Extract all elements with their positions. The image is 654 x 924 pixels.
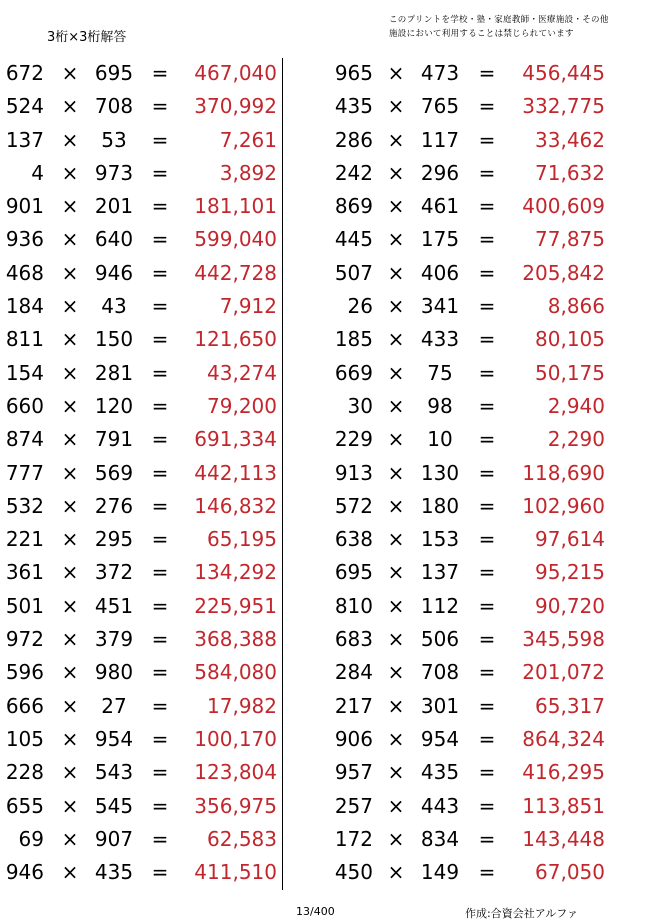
answer-value: 864,324 [522,726,605,751]
answer-value: 77,875 [535,227,605,252]
times-sign: × [387,94,405,119]
multiplier: 640 [94,227,134,252]
multiplicand: 638 [334,527,373,552]
multiplier: 695 [94,61,134,85]
multiplicand: 660 [5,393,44,418]
multiplier: 980 [94,660,134,685]
equals-sign: = [151,493,169,518]
multiplicand: 284 [334,660,373,685]
equals-sign: = [478,227,496,252]
multiplier: 461 [420,194,460,219]
equals-sign: = [151,327,169,352]
multiplier: 973 [94,160,134,185]
multiplier: 451 [94,593,134,618]
equals-sign: = [478,94,496,119]
multiplier: 295 [94,527,134,552]
equals-sign: = [478,527,496,552]
answer-value: 370,992 [194,94,277,119]
multiplier: 954 [94,726,134,751]
multiplier: 98 [427,393,453,418]
multiplicand: 532 [5,493,44,518]
answer-value: 143,448 [522,826,605,851]
answer-value: 181,101 [194,194,277,219]
answer-value: 102,960 [522,493,605,518]
multiplier: 954 [420,726,460,751]
times-sign: × [387,427,405,452]
multiplicand: 468 [5,260,44,285]
multiplicand: 242 [334,160,373,185]
times-sign: × [387,527,405,552]
answer-value: 100,170 [194,726,277,751]
times-sign: × [61,826,79,851]
times-sign: × [61,460,79,485]
times-sign: × [61,726,79,751]
multiplicand: 286 [334,127,373,152]
multiplier: 406 [420,260,460,285]
multiplier: 112 [420,593,460,618]
answer-value: 33,462 [535,127,605,152]
equals-sign: = [151,593,169,618]
multiplier: 765 [420,94,460,119]
multiplicand: 965 [334,61,373,85]
multiplier: 907 [94,826,134,851]
answer-value: 7,261 [219,127,277,152]
multiplicand: 666 [5,693,44,718]
multiplier: 708 [94,94,134,119]
answer-value: 416,295 [522,760,605,785]
equals-sign: = [151,61,169,85]
multiplier: 175 [420,227,460,252]
multiplier: 545 [94,793,134,818]
multiplier: 708 [420,660,460,685]
multiplicand: 185 [334,327,373,352]
equals-sign: = [478,693,496,718]
answer-value: 79,200 [207,393,277,418]
times-sign: × [61,327,79,352]
times-sign: × [387,460,405,485]
multiplicand: 172 [334,826,373,851]
multiplier: 296 [420,160,460,185]
answer-value: 65,195 [207,527,277,552]
multiplicand: 874 [5,427,44,452]
times-sign: × [387,194,405,219]
multiplicand: 30 [347,393,373,418]
times-sign: × [61,260,79,285]
multiplier: 10 [427,427,453,452]
multiplicand: 811 [5,327,44,352]
multiplicand: 672 [5,61,44,85]
times-sign: × [61,527,79,552]
equals-sign: = [478,393,496,418]
equals-sign: = [151,194,169,219]
multiplier: 946 [94,260,134,285]
multiplicand: 137 [5,127,44,152]
answer-value: 456,445 [522,61,605,85]
multiplicand: 435 [334,94,373,119]
times-sign: × [387,393,405,418]
equals-sign: = [478,194,496,219]
multiplier: 120 [94,393,134,418]
times-sign: × [387,127,405,152]
answer-value: 65,317 [535,693,605,718]
times-sign: × [61,627,79,652]
times-sign: × [61,227,79,252]
multiplicand: 257 [334,793,373,818]
worksheet-title: 3桁×3桁解答 [47,30,127,45]
answer-value: 205,842 [522,260,605,285]
multiplicand: 655 [5,793,44,818]
multiplier: 153 [420,527,460,552]
times-sign: × [387,660,405,685]
equals-sign: = [478,726,496,751]
column-divider [282,58,283,890]
times-sign: × [61,693,79,718]
equals-sign: = [151,660,169,685]
answer-value: 62,583 [207,826,277,851]
answer-value: 80,105 [535,327,605,352]
multiplicand: 361 [5,560,44,585]
equals-sign: = [478,427,496,452]
multiplier: 435 [94,860,134,885]
answer-value: 134,292 [194,560,277,585]
times-sign: × [61,427,79,452]
multiplicand: 501 [5,593,44,618]
answer-value: 43,274 [207,360,277,385]
times-sign: × [387,227,405,252]
equals-sign: = [151,826,169,851]
answer-value: 345,598 [522,627,605,652]
equals-sign: = [478,160,496,185]
answer-value: 50,175 [535,360,605,385]
times-sign: × [61,493,79,518]
equals-sign: = [478,294,496,319]
times-sign: × [61,393,79,418]
times-sign: × [61,593,79,618]
equals-sign: = [151,227,169,252]
multiplier: 27 [101,693,127,718]
times-sign: × [61,61,79,85]
multiplicand: 507 [334,260,373,285]
multiplicand: 445 [334,227,373,252]
answer-value: 97,614 [535,527,605,552]
times-sign: × [387,61,405,85]
multiplicand: 217 [334,693,373,718]
times-sign: × [61,660,79,685]
answer-value: 95,215 [535,560,605,585]
multiplicand: 669 [334,360,373,385]
answer-value: 225,951 [194,593,277,618]
multiplicand: 936 [5,227,44,252]
times-sign: × [61,760,79,785]
multiplier: 506 [420,627,460,652]
times-sign: × [61,94,79,119]
multiplicand: 972 [5,627,44,652]
multiplier: 834 [420,826,460,851]
maker-credit: 作成:合資会社アルファ [465,907,579,920]
multiplier: 130 [420,460,460,485]
multiplier: 569 [94,460,134,485]
answer-value: 356,975 [194,793,277,818]
equals-sign: = [478,860,496,885]
equals-sign: = [478,260,496,285]
times-sign: × [387,493,405,518]
equals-sign: = [151,460,169,485]
multiplier: 301 [420,693,460,718]
times-sign: × [387,726,405,751]
multiplicand: 524 [5,94,44,119]
equals-sign: = [151,860,169,885]
answer-value: 442,113 [194,460,277,485]
usage-notice-line-1: このプリントを学校・塾・家庭教師・医療施設・その他 [389,15,609,25]
answer-value: 411,510 [194,860,277,885]
multiplicand: 26 [347,294,373,319]
equals-sign: = [151,294,169,319]
times-sign: × [61,194,79,219]
equals-sign: = [478,493,496,518]
multiplicand: 901 [5,194,44,219]
multiplier: 433 [420,327,460,352]
equals-sign: = [151,260,169,285]
equals-sign: = [151,160,169,185]
equals-sign: = [478,127,496,152]
equals-sign: = [478,627,496,652]
multiplier: 75 [427,360,453,385]
answer-value: 201,072 [522,660,605,685]
answer-value: 400,609 [522,194,605,219]
multiplicand: 869 [334,194,373,219]
equals-sign: = [478,360,496,385]
multiplier: 372 [94,560,134,585]
answer-value: 113,851 [522,793,605,818]
equals-sign: = [151,793,169,818]
equals-sign: = [151,393,169,418]
multiplicand: 228 [5,760,44,785]
answer-value: 17,982 [207,693,277,718]
times-sign: × [387,360,405,385]
times-sign: × [61,560,79,585]
equals-sign: = [478,61,496,85]
answer-value: 71,632 [535,160,605,185]
times-sign: × [387,826,405,851]
multiplicand: 957 [334,760,373,785]
answer-value: 584,080 [194,660,277,685]
answer-value: 467,040 [194,61,277,85]
answer-value: 8,866 [547,294,605,319]
multiplicand: 184 [5,294,44,319]
times-sign: × [387,593,405,618]
equals-sign: = [151,560,169,585]
multiplier: 53 [101,127,127,152]
multiplicand: 450 [334,860,373,885]
times-sign: × [387,260,405,285]
multiplicand: 229 [334,427,373,452]
multiplicand: 913 [334,460,373,485]
multiplicand: 683 [334,627,373,652]
times-sign: × [387,160,405,185]
times-sign: × [61,160,79,185]
times-sign: × [387,327,405,352]
equals-sign: = [151,527,169,552]
multiplicand: 695 [334,560,373,585]
times-sign: × [387,793,405,818]
usage-notice-line-2: 施設において利用することは禁じられています [389,29,574,39]
times-sign: × [387,294,405,319]
answer-value: 332,775 [522,94,605,119]
multiplier: 150 [94,327,134,352]
multiplier: 137 [420,560,460,585]
multiplier: 117 [420,127,460,152]
multiplicand: 105 [5,726,44,751]
multiplicand: 596 [5,660,44,685]
times-sign: × [61,860,79,885]
answer-value: 90,720 [535,593,605,618]
multiplier: 201 [94,194,134,219]
multiplier: 281 [94,360,134,385]
equals-sign: = [478,760,496,785]
answer-value: 2,290 [547,427,605,452]
multiplier: 43 [101,294,127,319]
multiplier: 543 [94,760,134,785]
multiplicand: 777 [5,460,44,485]
multiplier: 379 [94,627,134,652]
multiplicand: 572 [334,493,373,518]
multiplier: 473 [420,61,460,85]
multiplier: 180 [420,493,460,518]
equals-sign: = [151,360,169,385]
multiplicand: 906 [334,726,373,751]
times-sign: × [387,560,405,585]
times-sign: × [61,793,79,818]
equals-sign: = [151,693,169,718]
answer-value: 121,650 [194,327,277,352]
equals-sign: = [478,826,496,851]
times-sign: × [61,294,79,319]
multiplier: 341 [420,294,460,319]
page-number: 13/400 [296,905,335,918]
answer-value: 118,690 [522,460,605,485]
equals-sign: = [151,726,169,751]
times-sign: × [387,760,405,785]
times-sign: × [387,693,405,718]
multiplicand: 810 [334,593,373,618]
multiplier: 443 [420,793,460,818]
equals-sign: = [478,560,496,585]
answer-value: 368,388 [194,627,277,652]
answer-value: 123,804 [194,760,277,785]
equals-sign: = [478,660,496,685]
equals-sign: = [478,460,496,485]
answer-value: 691,334 [194,427,277,452]
times-sign: × [61,127,79,152]
answer-value: 599,040 [194,227,277,252]
multiplicand: 154 [5,360,44,385]
multiplier: 435 [420,760,460,785]
usage-notice [389,13,609,41]
equals-sign: = [151,760,169,785]
answer-value: 2,940 [547,393,605,418]
equals-sign: = [478,593,496,618]
multiplier: 149 [420,860,460,885]
multiplicand: 69 [18,826,44,851]
times-sign: × [387,860,405,885]
answer-value: 442,728 [194,260,277,285]
multiplicand: 221 [5,527,44,552]
answer-value: 146,832 [194,493,277,518]
multiplier: 791 [94,427,134,452]
equals-sign: = [478,327,496,352]
equals-sign: = [151,94,169,119]
equals-sign: = [478,793,496,818]
equals-sign: = [151,427,169,452]
answer-value: 3,892 [219,160,277,185]
equals-sign: = [151,127,169,152]
times-sign: × [387,627,405,652]
multiplicand: 4 [31,160,44,185]
answer-value: 67,050 [535,860,605,885]
times-sign: × [61,360,79,385]
answer-value: 7,912 [219,294,277,319]
multiplicand: 946 [5,860,44,885]
multiplier: 276 [94,493,134,518]
equals-sign: = [151,627,169,652]
